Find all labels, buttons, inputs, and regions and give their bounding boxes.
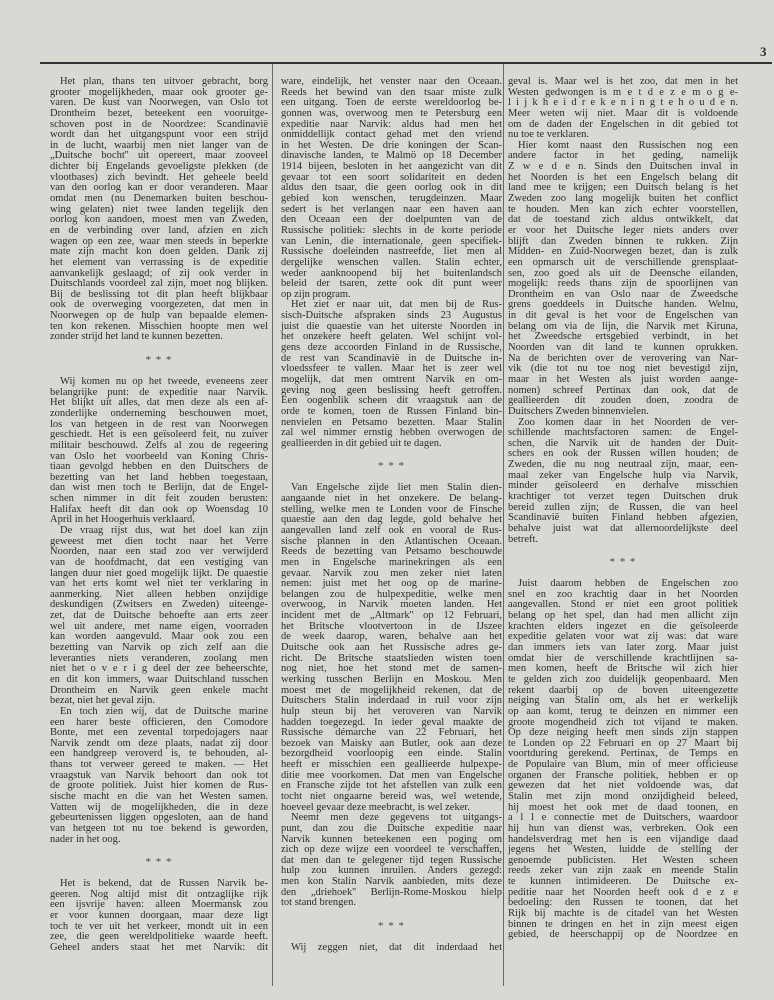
text-line: sische plannen in den Atlantischen Oceaan. — [281, 535, 502, 547]
text-line: handelsverdrag met hen is een vijandige daad — [508, 833, 738, 845]
text-line: Stalin met zijn mond onzijdigheid beleed, — [508, 791, 738, 802]
text-line: betreft. — [508, 533, 539, 545]
text-line: en de verbinding over land, afzien en zich — [50, 224, 268, 236]
text-line: expeditie gelaten voor wat zij was: dat ware — [508, 631, 738, 643]
text-line: belang op het spel, dan had men allicht zijn — [508, 610, 738, 622]
text-line: peditie naar het Noorden heeft ook d e z e — [508, 886, 738, 898]
text-line: aanmerking. Niet alleen hebben onzijdige — [50, 588, 268, 600]
text-line: Reeds de bezetting van Petsamo beschouwde — [281, 546, 502, 558]
text-line: van den oorlog kan er door veranderen. Maar — [50, 182, 268, 194]
text-line: Na de berichten over de verovering van Nar- — [508, 352, 738, 364]
text-line: 1914 bijeen, besloten in het aangezicht van dit — [281, 161, 502, 173]
text-line: bezetting van Narvik op zich zelf aan die — [50, 642, 268, 654]
text-line: Bij de beslissing tot dit plan heeft blijkbaar — [50, 288, 268, 300]
text-line: bezorgdheid voorloopig een einde. Stalin — [281, 748, 502, 760]
paragraph — [50, 879, 268, 953]
text-line: op zijn program. — [281, 288, 351, 300]
text-line: nomen) schreef Pertinax dan ook, dat de — [508, 384, 738, 396]
text-line: Meer weten wij niet. Maar dit is voldoende — [508, 107, 738, 119]
text-line: organen der Fransche politiek, hebben er op — [508, 769, 738, 781]
text-line: moest met de mogelijkheid rekenen, dat de — [281, 684, 502, 696]
text-line: in het Westen. De drie koningen der Scan- — [281, 139, 502, 151]
text-line: niet het o v e r i g deel der zee beheerschte, — [50, 663, 268, 675]
text-line: Russische politiek: slechts in de korte periode — [281, 224, 502, 236]
text-line: vlootbases) zich bevindt. Het geheele beeld — [50, 171, 268, 183]
text-line: Hier komt naast den Russischen nog een — [518, 139, 738, 151]
text-line: bedoeling: den Russen te toonen, dat het — [508, 897, 738, 909]
text-line: Scandinavië buiten Finland hebben afgezien, — [508, 512, 738, 524]
text-line: nader in het oog. — [50, 833, 121, 845]
text-line: mogelijk, dat men omtrent Narvik en om- — [281, 373, 502, 385]
column-divider — [503, 64, 504, 986]
text-line: op aan komt, terug te deinzen en nimmer een — [508, 705, 738, 717]
text-line: vraagstuk van Narvik behoort dan ook tot — [50, 769, 268, 781]
text-line: tiaan gevolgd hebben en den Duitschers de — [50, 461, 268, 473]
column-divider — [272, 64, 273, 986]
text-line: schers en ook der Russen willen houden; de — [508, 448, 738, 460]
section-separator-asterisks: * * * — [609, 556, 637, 569]
text-line: gebied kon wenschen, terugdeinzen. Maar — [281, 193, 502, 205]
text-line: minder geïsoleerd en derhalve misschien — [508, 480, 738, 492]
text-line: schoven post in de Noordzee: Scandinavië — [50, 118, 268, 130]
text-line: wel uit andere, met name eigen, voorraden — [50, 620, 268, 632]
text-line: Halifax heeft dit dan ook op Woensdag 10 — [50, 503, 268, 515]
text-line: groote mogendheid zich tot vijand te maken. — [508, 716, 738, 728]
text-line: Drontheim en Narvik geen enkele macht — [50, 684, 268, 696]
paragraph — [508, 141, 738, 418]
text-line: te houden. Men kan zich echter voorstellen, — [508, 203, 738, 215]
text-line: het element van verrassing is de expeditie — [50, 256, 268, 268]
text-line: Vatten wij de mogelijkheden, die in deze — [50, 801, 268, 813]
text-line: land mee te krijgen; een Duitsch belang is het — [508, 182, 738, 194]
text-line: zich op deze wijze een voordeel te verschaffen, — [281, 844, 502, 856]
text-line: ditie mee voorkomen. Dat men van Engelsche — [281, 769, 502, 781]
text-line: Duitschers Stalin inderdaad in ruil voor zijn — [281, 695, 502, 707]
text-line: Noorden van dit land te kunnen oprukken. — [508, 342, 738, 354]
text-line: Juist daarom hebben de Engelschen zoo — [518, 578, 738, 590]
text-line: mogelijk: reeds thans zijn de spoorlijnen van — [508, 278, 738, 290]
text-line: Van Engelsche zijde liet men Stalin dien- — [291, 482, 502, 494]
text-line: gebeurtenissen liggen opgesloten, aan de hand — [50, 812, 268, 824]
text-line: expeditie naar Narvik: aldus had men het — [281, 118, 502, 130]
text-line: hadden toegezegd. In ieder geval maakte de — [281, 716, 502, 728]
text-line: men kon Stalin Narvik aanbieden, mits deze — [281, 876, 502, 888]
text-line: reeds zeker van zijn zaak en meende Stalin — [508, 865, 738, 877]
text-line: hij moest het ook met de daad toonen, en — [508, 801, 738, 813]
text-line: Reeds het bewind van den tsaar miste zulk — [281, 86, 502, 98]
text-line: dan immers iets van later zorg. Maar juist — [508, 642, 738, 654]
text-line: Zoo komen daar in het Noorden de ver- — [518, 416, 738, 428]
text-line: oorlog kon aandoen, moest men van Zweden, — [50, 214, 268, 226]
text-line: jegens het Westen, luidde de stelling der — [508, 844, 738, 856]
text-line: langen duur niet goed mogelijk lijkt. De quaestie — [50, 567, 268, 579]
paragraph — [508, 418, 738, 546]
text-line: Het blijkt uit alles, dat men deze als een af- — [50, 397, 268, 409]
text-line: Op deze neiging heeft men sinds zijn stappen — [508, 727, 738, 739]
text-line: Het ziet er naar uit, dat men bij de Rus- — [291, 299, 502, 311]
text-line: incident met de „Altmark'' op 12 Februari, — [281, 610, 502, 622]
text-line: Narvik zendt om deze plaats, nadat zij door — [50, 737, 268, 749]
paragraph — [281, 483, 502, 813]
text-line: den Oceaan een der doelpunten van de — [281, 214, 502, 226]
text-line: sisch-Duitsche afspraken sinds 23 Augustus — [281, 310, 502, 322]
section-separator-asterisks: * * * — [378, 460, 405, 473]
text-line: Z w e d e n. Sinds den Duitschen inval in — [508, 161, 738, 173]
text-line: grooter mogelijkheden, maar ook grooter ge- — [50, 86, 268, 98]
text-line: hij hun van dienst was, verbreken. Ook een — [508, 822, 738, 834]
text-line: dinavische landen, te Malmö op 18 December — [281, 150, 502, 162]
text-line: behalve juist wat dat allernoordelijkste deel — [508, 522, 738, 534]
text-line: April in het Hoogerhuis verklaard. — [50, 514, 195, 526]
text-line: thans tot verweer gereed te maken. — Het — [50, 759, 268, 771]
text-line: omdat hier de verschillende krachtlijnen sa- — [508, 652, 738, 664]
text-line: omdat men (nu Denemarken buiten beschou- — [50, 193, 268, 205]
text-line: geallieerden dit zouden doen, zoodra de — [508, 395, 738, 407]
text-line: Duitschlands voordeel zal zijn, moet nog blijken. — [50, 278, 268, 290]
text-line: maal zeker van Engelsche hulp via Narvik, — [508, 469, 738, 481]
text-line: dat men dan te gelegener tijd tegen Russische — [281, 854, 502, 866]
text-line: beleid der tsaren, zette ook dit punt weer — [281, 278, 502, 290]
text-line: belangen zou de hulpexpeditie, welke men — [281, 588, 502, 600]
text-line: krachten elders ingezet en die geïsoleerde — [508, 620, 738, 632]
text-line: aangaande niet in het onzekere. De belang- — [281, 493, 502, 505]
text-line: snel en zoo krachtig daar in het Noorden — [508, 588, 738, 600]
text-line: gebied, de heerschappij op de Noordzee en — [508, 929, 738, 941]
text-line: van hetgeen tot nu toe bekend is geworden, — [50, 822, 268, 834]
text-line: aangevallen land zelf ook en vooral de Rus- — [281, 524, 502, 536]
text-line: l i j k h e i d r e k e n i n g t e h o u d e n. — [508, 97, 738, 109]
text-line: van Lenin, die internationale, geen specifiek- — [281, 235, 502, 247]
paragraph — [50, 377, 268, 526]
text-line: geving nog geen beslissing heeft getroffen. — [281, 384, 502, 396]
text-line: dichter bij Engelands gevoeligste plekken (de — [50, 161, 268, 173]
text-line: het Zweedsche ertsgebied verbindt, in het — [508, 331, 738, 343]
text-line: neiging van Stalin om, als het er werkelijk — [508, 695, 738, 707]
text-line: Drontheim en van Oslo naar de Zweedsche — [508, 288, 738, 300]
text-line: ware, eindelijk, het venster naar den Oceaan. — [281, 76, 502, 87]
text-line: heeft er misschien een geallieerde hulpexpe- — [281, 759, 502, 771]
text-line: wagen op een zee, waar men steeds in beperkte — [50, 235, 268, 247]
text-line: Wij komen nu op het tweede, eveneens zeer — [60, 376, 268, 388]
text-line: geallieerden in dit gebied uit te dagen. — [281, 437, 442, 449]
section-separator-asterisks: * * * — [145, 354, 173, 367]
text-line: in dit geval is het voor de Engelschen van — [508, 310, 738, 322]
text-line: in de lucht, waarbij men niet langer van de — [50, 139, 268, 151]
text-line: leveranties niets veranderen, zoolang men — [50, 652, 268, 664]
text-line: vik (die tot nu toe nog niet bevestigd zijn, — [508, 363, 738, 375]
text-line: hoeveel gevaar deze meebracht, is wel zeker. — [281, 801, 470, 813]
text-line: Neemt men deze gegevens tot uitgangs- — [291, 812, 502, 824]
text-line: bezetting van het land hebben toegestaan, — [50, 471, 268, 483]
text-line: Een oogenblik scheen dit vraagstuk aan de — [281, 395, 502, 407]
text-line: wing gelaten) niet twee landen tegelijk den — [50, 203, 268, 215]
text-line: vloedssfeer te vallen. Maar het is zeer wel — [281, 363, 502, 375]
article-column-2 — [281, 77, 502, 954]
text-line: stelling, welke men te Londen voor de Finsche — [281, 503, 502, 515]
text-line: Russische doeleinden nastreefde, liet men al — [281, 246, 502, 258]
text-line: belang om via de lijn, die Narvik met Kiruna, — [508, 320, 738, 332]
text-line: mate zijn macht kon doen gelden. Dank zij — [50, 246, 268, 258]
text-line: gevaar tot een soort solidariteit en deden — [281, 171, 502, 183]
text-line: van de hoofdmacht, dat een vestiging van — [50, 556, 268, 568]
text-line: genoemde publicisten. Het Westen scheen — [508, 854, 738, 866]
text-line: bezat, niet het geval zijn. — [50, 695, 155, 707]
text-line: overwoog, in Narvik moeten landen. Het — [281, 599, 502, 611]
text-line: En toch zien wij, dat de Duitsche marine — [60, 705, 268, 717]
text-line: de Populaire van Blum, min of meer officieuse — [508, 759, 738, 771]
text-line: Noorwegen op de hulp van bepaalde elemen- — [50, 310, 268, 322]
text-line: dergelijke wenschen vallen. Stalin echter, — [281, 256, 502, 268]
text-line: van het erts komt wel niet ter verklaring in — [50, 578, 268, 590]
text-line: een harer beste officieren, den Comodore — [50, 716, 268, 728]
text-line: richt. De Britsche staatslieden wisten toen — [281, 652, 502, 664]
text-line: Noorden, naar een stad zoo ver verwijderd — [50, 546, 268, 558]
text-line: te gelden zich zoo duidelijk geopenbaard. Men — [508, 673, 738, 685]
text-line: varen. De kust van Noorwegen, van Oslo tot — [50, 97, 268, 109]
text-line: Midden- en Zuid-Noorwegen bezet, dan is zulk — [508, 246, 738, 258]
paragraph — [508, 579, 738, 941]
text-line: andere factor in het geding, namelijk — [508, 150, 738, 162]
text-line: toch te ver uit het verkeer, mondt uit in een — [50, 920, 268, 932]
article-column-1 — [50, 77, 268, 954]
text-line: rekent daarbij op de boven uiteengezette — [508, 684, 738, 696]
text-line: Het plan, thans ten uitvoer gebracht, borg — [60, 76, 268, 87]
text-line: weder aanknoopend bij het buitenlandsch — [281, 267, 502, 279]
text-line: hulp steun bij het veroveren van Narvik — [281, 705, 502, 717]
text-line: een uitgang. Toen de eerste wereldoorlog be- — [281, 97, 502, 109]
paragraph — [281, 943, 502, 954]
text-line: men komen, heeft de Britsche wil zich hier — [508, 663, 738, 675]
text-line: juist die quaestie van het uiterste Noorden in — [281, 320, 502, 332]
text-line: tocht niet ongaarne bereid was, wel wetende, — [281, 791, 502, 802]
paragraph — [50, 526, 268, 707]
text-line: geweest met dien tocht naar het Verre — [50, 535, 268, 547]
text-line: het Noorden is het een Engelsch belang dit — [508, 171, 738, 183]
text-line: de week daarop, waren, behalve aan het — [281, 631, 502, 643]
text-line: Narvik kunnen beteekenen een poging om — [281, 833, 502, 845]
text-line: Bonte, met een zevental torpedojagers naar — [50, 727, 268, 739]
text-line: te kunnen intimideeren. De Duitsche ex- — [508, 876, 738, 888]
paragraph — [50, 77, 268, 343]
text-line: de rest van Scandinavië in de Duitsche in- — [281, 352, 502, 364]
text-line: de groote politiek. Juist hier komen de Rus- — [50, 780, 268, 792]
text-line: men in Engelsche marinekringen als een — [281, 556, 502, 568]
text-line: quaestie aan den dag legde, gold behalve het — [281, 514, 502, 526]
text-line: Duitsche ook aan het Russische adres ge- — [281, 642, 502, 654]
text-line: nog niet, hoe het stond met de samen- — [281, 663, 502, 675]
text-line: gevaar. Narvik zou men zeker niet laten — [281, 567, 502, 579]
text-line: aldus den tsaar, die geen oorlog ook in dit — [281, 182, 502, 194]
text-line: orde te komen, toen de Russen Finland bin- — [281, 405, 502, 417]
text-line: sedert is het verlangen naar een haven aan — [281, 203, 502, 215]
text-line: een opmarsch uit de verschillende grensplaat- — [508, 256, 738, 268]
text-line: Geheel anders staat het met Narvik: dit — [50, 942, 268, 954]
text-line: geval is. Maar wel is het zoo, dat men in het — [508, 76, 738, 87]
text-line: en dit kon immers, waar Duitschland tusschen — [50, 673, 268, 685]
text-line: Drontheim bezet, beteekent een vooruitge- — [50, 107, 268, 119]
paragraph — [281, 300, 502, 449]
paragraph — [281, 77, 502, 300]
text-line: bereid zullen zijn; de Russen, die van heel — [508, 501, 738, 513]
article-column-3 — [508, 77, 738, 941]
paragraph — [281, 813, 502, 909]
text-line: binnen te dringen en het in zijn meest eigen — [508, 918, 738, 930]
text-line: ten kon rekenen. Misschien hoopte men wel — [50, 320, 268, 332]
text-line: er voor kunnen doorgaan, maar deze ligt — [50, 910, 268, 922]
text-line: deskundigen (Zwitsers en Zweden) uiteenge- — [50, 599, 268, 611]
text-line: los van hetgeen in de rest van Noorwegen — [50, 418, 268, 430]
text-line: schen, die Narvik uit de handen der Duit- — [508, 437, 738, 449]
text-line: bezoek van Maisky aan Butler, ook aan deze — [281, 737, 502, 749]
text-line: Wij zeggen niet, dat dit inderdaad het — [291, 942, 502, 954]
text-line: sen, zoo goed als uit de Deensche eilanden, — [508, 267, 738, 279]
text-line: werking tusschen Berlijn en Moskou. Men — [281, 673, 502, 685]
text-line: Russische démarche van 22 Februari, het — [281, 727, 502, 739]
text-line: zonderlijke onderneming beschouwen moet, — [50, 407, 268, 419]
text-line: te Londen op 22 Februari en op 27 Maart bij — [508, 737, 738, 749]
text-line: dan wist men toch te Berlijn, dat de Engel- — [50, 482, 268, 494]
text-line: gonnen was, overwoog men te Petersburg een — [281, 107, 502, 119]
text-line: blijft dan Zweden binnen te rukken. Zijn — [508, 235, 738, 247]
text-line: ook de overweging voorgezeten, dat men in — [50, 299, 268, 311]
text-line: punt, dan zou die Duitsche expeditie naar — [281, 822, 502, 834]
text-line: geschiedt. Het is een geïsoleerd feit, nu zuiver — [50, 429, 268, 441]
text-line: Het is bekend, dat de Russen Narvik be- — [60, 878, 268, 890]
text-line: maar in het Westen als juist worden aange- — [508, 373, 738, 385]
text-line: nu toe te verklaren. — [508, 129, 590, 141]
text-line: en Fransche zijde tot het afstellen van zulk een — [281, 780, 502, 792]
text-line: het Britsche vlootvertoon in de IJszee — [281, 620, 502, 632]
text-line: a l l e connectie met de Duitschers, waardoor — [508, 812, 738, 824]
text-line: er voor het Duitsche leger niets anders over — [508, 224, 738, 236]
text-line: Duitschers Zweden binnenvielen. — [508, 405, 649, 417]
text-line: hulp zou kunnen inruilen. Anders gezegd: — [281, 865, 502, 877]
text-line: zal wel nimmer ernstig hebben overwogen de — [281, 427, 502, 439]
text-line: van Oslo het voorbeeld van Koning Chris- — [50, 450, 268, 462]
text-line: „Duitsche bocht'' uit opereert, maar zooveel — [50, 150, 268, 162]
text-line: schillende machtsfactoren samen: de Engel- — [508, 427, 738, 439]
text-line: Zweden zoo lang mogelijk buiten het conflict — [508, 193, 738, 205]
text-line: belangrijke punt: de expeditie naar Narvik. — [50, 386, 268, 398]
text-line: voortduring gerekend. Pertinax, de Temps en — [508, 748, 738, 760]
text-line: sische macht en die van het Westen samen. — [50, 791, 268, 802]
text-line: een handgreep veroverd is, te behouden, al- — [50, 748, 268, 760]
text-line: nemen: juist met het oog op de marine- — [281, 578, 502, 590]
text-line: schen nimmer in dit feit zouden berusten: — [50, 493, 268, 505]
section-separator-asterisks: * * * — [145, 856, 173, 869]
text-line: De vraag rijst dus, wat het doel kan zijn — [60, 524, 268, 536]
text-line: gens deze accoorden Finland in de Russische, — [281, 342, 502, 354]
section-separator-asterisks: * * * — [378, 920, 405, 933]
text-line: nenvielen en Petsamo bezetten. Maar Stalin — [281, 416, 502, 428]
text-line: het onzekere heeft gelaten. Wel schijnt vol- — [281, 331, 502, 343]
text-line: militair beschouwd. Zelfs al zou de regeering — [50, 439, 268, 451]
text-line: geeren. Nog altijd mist dit ontzaglijke rijk — [50, 888, 268, 900]
text-line: onmiddellijk contact gehad met den vriend — [281, 129, 502, 141]
text-line: zee, die geen wereldpolitieke waarde heeft. — [50, 931, 268, 943]
text-line: den „driehoek'' Berlijn-Rome-Moskou hielp — [281, 886, 502, 898]
text-line: Westen gedwongen is m e t d e z e m o g e- — [508, 86, 738, 98]
text-line: aangevallen. Stond er niet een groot politiek — [508, 599, 738, 611]
text-line: om de daden der Engelschen in dit gebied tot — [508, 118, 738, 130]
text-line: gewezen dat het niet voldoende was, dat — [508, 780, 738, 792]
text-line: zet, dat de Duitsche behoefte aan erts zeer — [50, 610, 268, 622]
text-line: grens goeddeels in Duitsche handen. Welnu, — [508, 299, 738, 311]
text-line: krachtiger tot verzet tegen Duitschen druk — [508, 490, 738, 502]
header-rule — [40, 62, 772, 64]
text-line: dat de toestand zich aldus ontwikkelt, dat — [508, 214, 738, 226]
text-line: aanvankelijk geslaagd; of zij ook verder in — [50, 267, 268, 279]
text-line: Rijk bij machte is de citadel van het Westen — [508, 908, 738, 920]
text-line: Zweden, die nu nog neutraal zijn, maar, een- — [508, 459, 738, 471]
text-line: een ijsvrije haven: alleen Moermansk zou — [50, 899, 268, 911]
text-line: kan worden aangevuld. Maar ook zou een — [50, 631, 268, 643]
text-line: tot stand brengen. — [281, 897, 356, 909]
text-line: zonder strijd het land te kunnen bezetten. — [50, 331, 223, 343]
page-number: 3 — [760, 44, 767, 59]
text-line: wordt dan het uitgangspunt voor een strijd — [50, 129, 268, 141]
paragraph — [508, 77, 738, 141]
paragraph — [50, 707, 268, 845]
